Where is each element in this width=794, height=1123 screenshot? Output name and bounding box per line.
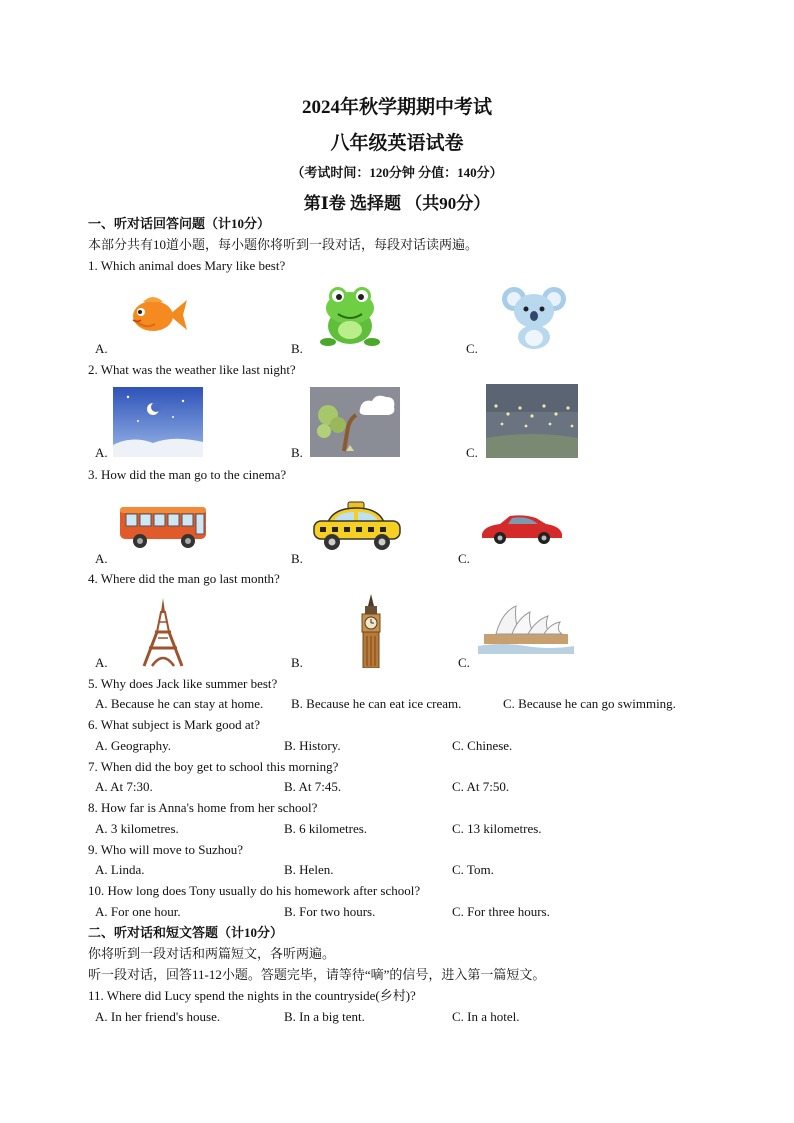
sydney-opera-house-icon: [478, 604, 574, 654]
q11-option-b: B. In a big tent.: [284, 1009, 365, 1024]
section1-heading: 一、听对话回答问题（计10分）: [88, 216, 271, 231]
question-8: 8. How far is Anna's home from her school?: [88, 800, 318, 815]
eiffel-tower-icon: [138, 598, 188, 668]
q2-option-c: C.: [466, 445, 478, 460]
q3-option-b: B.: [291, 551, 303, 566]
goldfish-icon: [125, 290, 189, 340]
car-icon: [480, 512, 564, 546]
part-title: 第Ⅰ卷 选择题 （共90分）: [303, 194, 491, 213]
q7-option-c: C. At 7:50.: [452, 779, 510, 794]
q9-option-a: A. Linda.: [95, 862, 145, 877]
q10-option-a: A. For one hour.: [95, 904, 181, 919]
question-11: 11. Where did Lucy spend the nights in the countryside(乡村)?: [88, 988, 416, 1003]
section1-instructions: 本部分共有10道小题，每小题你将听到一段对话，每段对话读两遍。: [88, 237, 479, 252]
q11-option-a: A. In her friend's house.: [95, 1009, 221, 1024]
q4-option-b: B.: [291, 655, 303, 670]
bus-icon: [118, 503, 210, 549]
q8-option-c: C. 13 kilometres.: [452, 821, 542, 836]
windy-icon: [310, 387, 400, 457]
clear-night-icon: [113, 387, 203, 457]
rainy-icon: [486, 384, 578, 458]
q1-option-b: B.: [291, 341, 303, 356]
q6-option-c: C. Chinese.: [452, 738, 513, 753]
question-2: 2. What was the weather like last night?: [88, 362, 296, 377]
q1-option-c: C.: [466, 341, 478, 356]
section2-instructions-1: 你将听到一段对话和两篇短文，各听两遍。: [88, 946, 336, 961]
q6-option-b: B. History.: [284, 738, 341, 753]
q7-option-b: B. At 7:45.: [284, 779, 342, 794]
q5-option-a: A. Because he can stay at home.: [95, 696, 264, 711]
big-ben-icon: [358, 594, 384, 668]
q4-option-a: A.: [95, 655, 108, 670]
q11-option-c: C. In a hotel.: [452, 1009, 520, 1024]
q5-option-c: C. Because he can go swimming.: [503, 696, 676, 711]
q2-option-b: B.: [291, 445, 303, 460]
q10-option-b: B. For two hours.: [284, 904, 376, 919]
taxi-icon: [310, 500, 404, 554]
q1-option-a: A.: [95, 341, 108, 356]
q8-option-b: B. 6 kilometres.: [284, 821, 368, 836]
q9-option-c: C. Tom.: [452, 862, 494, 877]
question-10: 10. How long does Tony usually do his homework after school?: [88, 883, 421, 898]
question-9: 9. Who will move to Suzhou?: [88, 842, 244, 857]
exam-info: （考试时间：120分钟 分值：140分）: [291, 165, 503, 180]
q4-option-c: C.: [458, 655, 470, 670]
q7-option-a: A. At 7:30.: [95, 779, 153, 794]
question-4: 4. Where did the man go last month?: [88, 571, 280, 586]
q9-option-b: B. Helen.: [284, 862, 334, 877]
exam-subtitle: 八年级英语试卷: [330, 133, 464, 154]
question-7: 7. When did the boy get to school this morning?: [88, 759, 339, 774]
question-6: 6. What subject is Mark good at?: [88, 717, 260, 732]
q8-option-a: A. 3 kilometres.: [95, 821, 179, 836]
q6-option-a: A. Geography.: [95, 738, 172, 753]
q3-option-c: C.: [458, 551, 470, 566]
question-5: 5. Why does Jack like summer best?: [88, 676, 278, 691]
q5-option-b: B. Because he can eat ice cream.: [291, 696, 462, 711]
q3-option-a: A.: [95, 551, 108, 566]
section2-instructions-2: 听一段对话，回答11-12小题。答题完毕，请等待“嘀”的信号，进入第一篇短文。: [88, 967, 546, 982]
question-1: 1. Which animal does Mary like best?: [88, 258, 286, 273]
koala-icon: [500, 283, 568, 351]
q2-option-a: A.: [95, 445, 108, 460]
question-3: 3. How did the man go to the cinema?: [88, 467, 287, 482]
q10-option-c: C. For three hours.: [452, 904, 550, 919]
exam-title: 2024年秋学期期中考试: [301, 97, 492, 118]
section2-heading: 二、听对话和短文答题（计10分）: [88, 925, 284, 940]
frog-icon: [318, 282, 382, 348]
